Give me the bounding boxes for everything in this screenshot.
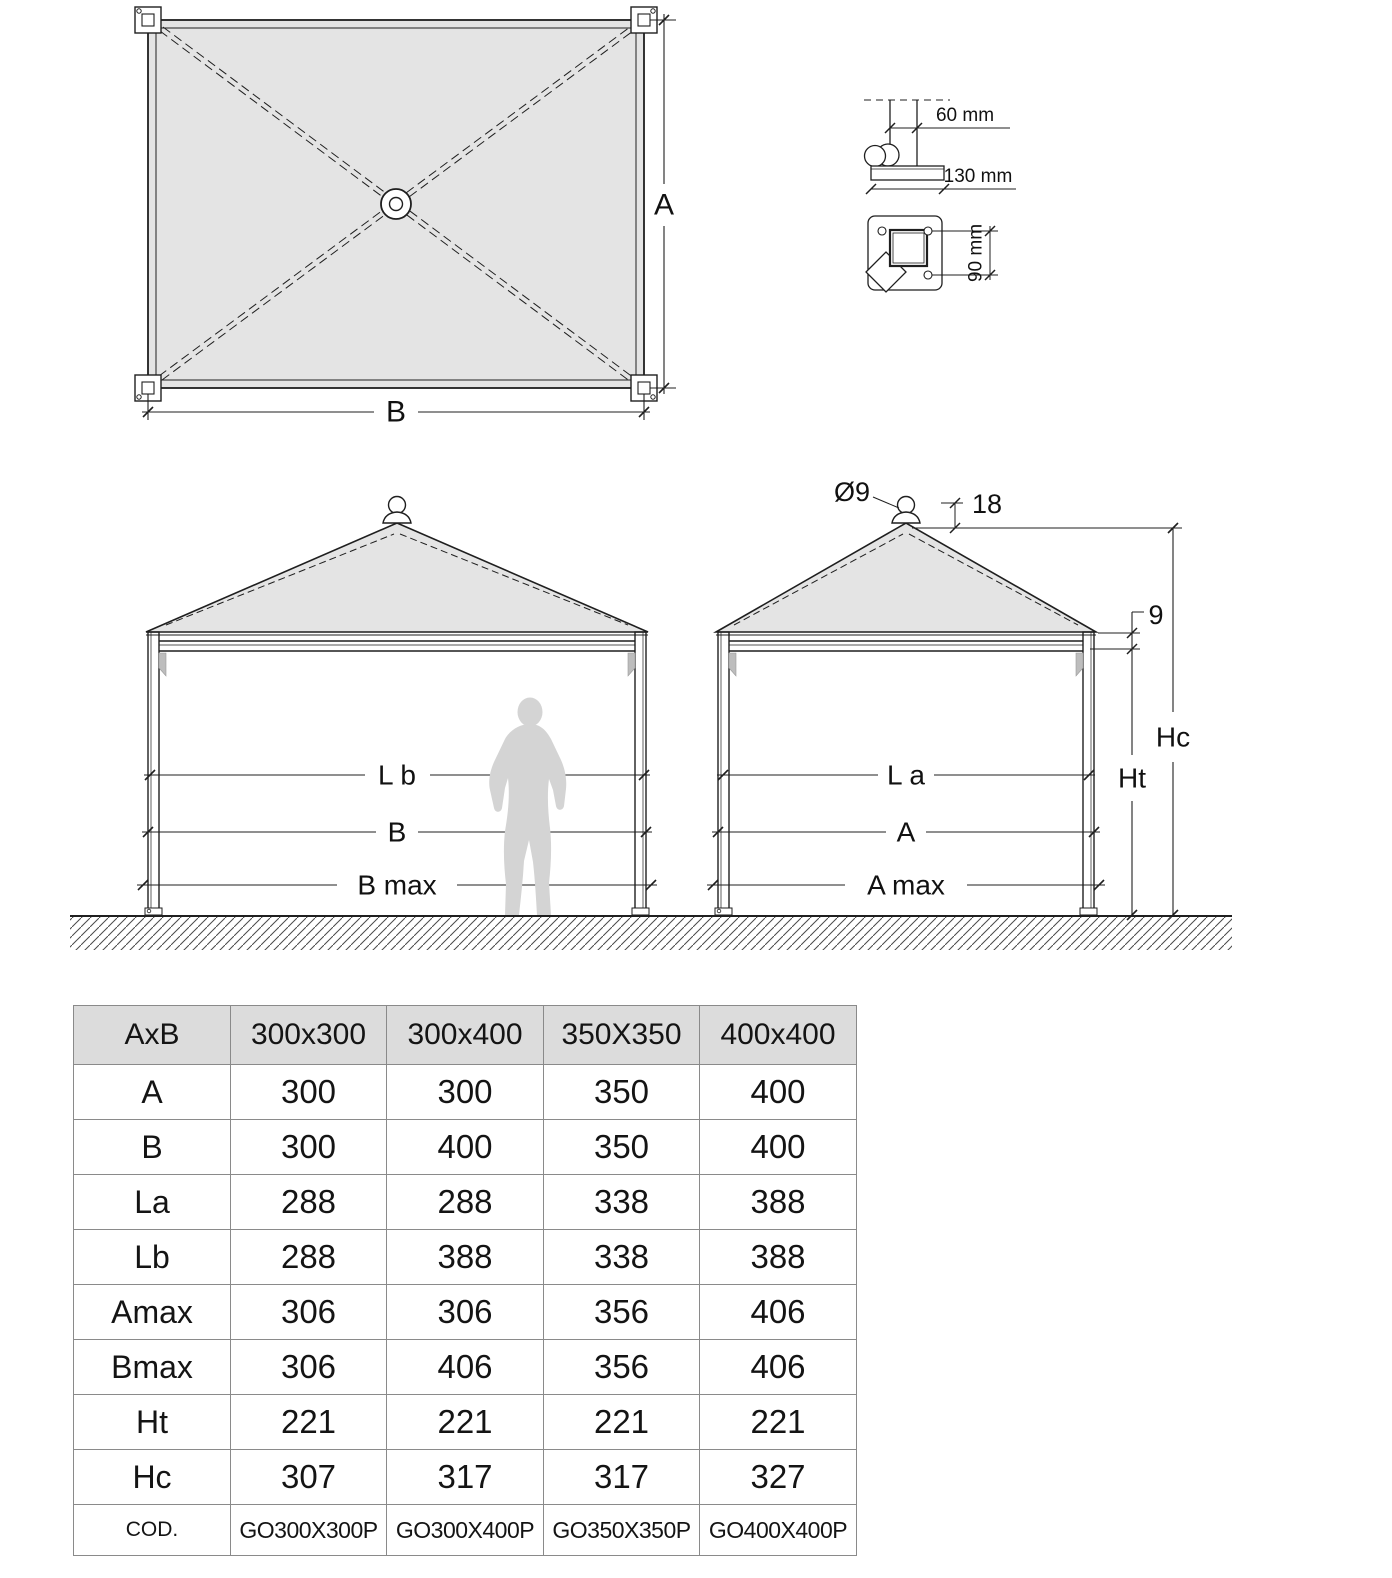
human-silhouette: [489, 698, 566, 916]
post-cross-section: [890, 230, 927, 266]
table-cell: 388: [387, 1230, 544, 1285]
corner-bracket: [1076, 653, 1083, 676]
table-row-ht: [74, 1395, 857, 1450]
eave-beam-front: [159, 641, 635, 651]
table-cell: 406: [387, 1340, 544, 1395]
table-cell: 306: [387, 1285, 544, 1340]
side-dim-a-label: A: [896, 816, 916, 848]
table-header-300x400: 300x400: [387, 1006, 544, 1065]
table-cell: 317: [387, 1450, 544, 1505]
table-cell: 288: [231, 1230, 387, 1285]
front-dim-lb-label: L b: [378, 759, 416, 791]
table-header-350x350: 350X350: [544, 1006, 700, 1065]
table-cell: 300: [231, 1065, 387, 1120]
table-cell: 388: [700, 1175, 857, 1230]
product-code: GO300X400P: [387, 1505, 544, 1556]
corner-bracket: [159, 653, 166, 676]
ground-hatch: [70, 916, 1232, 950]
table-cell: 400: [700, 1120, 857, 1175]
row-label: B: [74, 1120, 231, 1175]
plan-center-hub: [381, 189, 411, 219]
bolt-hole: [878, 227, 886, 235]
table-cell: 300: [387, 1065, 544, 1120]
bolt-hole: [924, 227, 932, 235]
table-cell: 221: [231, 1395, 387, 1450]
table-cell: 406: [700, 1340, 857, 1395]
table-cell: 350: [544, 1120, 700, 1175]
detail-dim-130-label: 130 mm: [943, 166, 1013, 187]
table-cell: 406: [700, 1285, 857, 1340]
table-cell: 400: [700, 1065, 857, 1120]
base-plate-side: [871, 166, 944, 180]
dim-9-label: 9: [1148, 600, 1164, 630]
table-cell: 221: [544, 1395, 700, 1450]
plan-dim-b-label: B: [385, 395, 407, 429]
table-header-300x300: 300x300: [231, 1006, 387, 1065]
table-cell: 306: [231, 1340, 387, 1395]
table-cell: 327: [700, 1450, 857, 1505]
table-header-row: [74, 1006, 857, 1065]
finial-leader: [873, 497, 899, 508]
table-cell: 356: [544, 1285, 700, 1340]
finial-front: [383, 497, 411, 524]
roof-front: [146, 523, 648, 632]
corner-bracket: [628, 653, 635, 676]
product-code: GO400X400P: [700, 1505, 857, 1556]
row-label: La: [74, 1175, 231, 1230]
table-cell: 317: [544, 1450, 700, 1505]
table-cell: 306: [231, 1285, 387, 1340]
row-label: Lb: [74, 1230, 231, 1285]
corner-bracket: [729, 653, 736, 676]
dim-ht-label: Ht: [1118, 762, 1146, 794]
row-label: COD.: [74, 1505, 231, 1556]
table-row-amax: [74, 1285, 857, 1340]
product-code: GO350X350P: [544, 1505, 700, 1556]
row-label: Amax: [74, 1285, 231, 1340]
table-cell: 338: [544, 1175, 700, 1230]
post-front-left: [145, 632, 162, 915]
plan-corner-post-tl: [135, 7, 161, 33]
table-row-bmax: [74, 1340, 857, 1395]
finial-dia-label: Ø9: [833, 477, 871, 507]
front-dim-bmax-label: B max: [357, 869, 437, 901]
table-cell: 221: [700, 1395, 857, 1450]
table-row-hc: [74, 1450, 857, 1505]
table-row-a: [74, 1065, 857, 1120]
post-side-right: [1080, 632, 1097, 915]
table-cell: 221: [387, 1395, 544, 1450]
side-elevation: [707, 497, 1182, 921]
table-cell: 288: [387, 1175, 544, 1230]
plan-dim-a-label: A: [653, 188, 675, 222]
roof-side: [716, 523, 1096, 632]
table-row-b: [74, 1120, 857, 1175]
side-dim-la-label: L a: [887, 759, 925, 791]
table-header-400x400: 400x400: [700, 1006, 857, 1065]
row-label: Hc: [74, 1450, 231, 1505]
table-row-la: [74, 1175, 857, 1230]
product-code: GO300X300P: [231, 1505, 387, 1556]
table-cell: 350: [544, 1065, 700, 1120]
dimensions-table: [73, 1005, 857, 1556]
row-label: Bmax: [74, 1340, 231, 1395]
row-label: Ht: [74, 1395, 231, 1450]
table-cell: 307: [231, 1450, 387, 1505]
table-cell: 300: [231, 1120, 387, 1175]
table-cell: 388: [700, 1230, 857, 1285]
front-dim-b-label: B: [387, 816, 407, 848]
detail-dim-90-label: 90 mm: [965, 223, 987, 283]
table-row-cod: [74, 1505, 857, 1556]
table-row-lb: [74, 1230, 857, 1285]
table-cell: 356: [544, 1340, 700, 1395]
table-header-axb: AxB: [74, 1006, 231, 1065]
dim-18-label: 18: [971, 489, 1003, 519]
eave-beam-side: [729, 641, 1083, 651]
bolt-hole: [924, 271, 932, 279]
dim-hc-label: Hc: [1155, 721, 1191, 753]
front-elevation: [137, 497, 657, 916]
side-dim-amax-label: A max: [867, 869, 945, 901]
table-cell: 338: [544, 1230, 700, 1285]
table-cell: 288: [231, 1175, 387, 1230]
finial-side: [892, 497, 920, 524]
dim-9: [1090, 612, 1144, 654]
detail-dim-60-label: 60 mm: [935, 105, 995, 126]
table-cell: 400: [387, 1120, 544, 1175]
plan-view: [135, 7, 676, 420]
row-label: A: [74, 1065, 231, 1120]
